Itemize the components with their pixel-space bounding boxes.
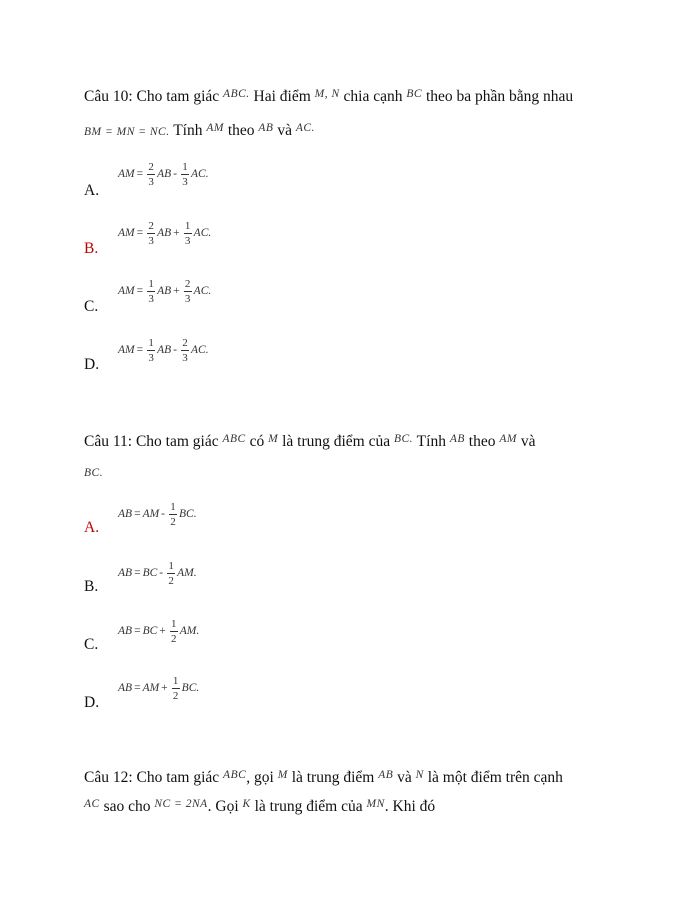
math-var: AB — [157, 285, 172, 297]
option-letter: C. — [84, 636, 99, 653]
q11-math: AB — [449, 433, 465, 445]
math-op: = — [136, 168, 144, 180]
q12-text: , gọi — [246, 769, 274, 786]
math-var: AM — [118, 168, 135, 180]
math-op: + — [173, 285, 180, 297]
q10-math: AB — [258, 122, 274, 134]
q12-math: K — [242, 798, 251, 810]
denominator: 2 — [170, 515, 176, 528]
math-op: = — [136, 344, 144, 356]
math-var: AM — [118, 285, 135, 297]
math-var: AM — [142, 682, 160, 694]
q10-math: AM — [206, 122, 224, 134]
q11-text: Tính — [416, 433, 446, 450]
q11-text: có — [249, 433, 265, 450]
denominator: 3 — [182, 175, 188, 188]
denominator: 3 — [184, 292, 191, 305]
q10-label: Câu 10: Cho tam giác — [84, 88, 220, 105]
option-formula — [118, 213, 211, 253]
q12-text: là trung điểm của — [254, 798, 363, 815]
denominator: 2 — [171, 632, 177, 645]
option-formula — [118, 494, 197, 534]
numerator: 1 — [182, 160, 188, 173]
q12-math: AC — [84, 798, 100, 810]
math-var: AC. — [193, 227, 212, 239]
math-var: AC. — [191, 344, 209, 356]
fraction — [169, 501, 177, 528]
q12-text: . Khi đó — [384, 798, 436, 815]
option-formula — [118, 330, 209, 370]
q12-math: N — [415, 769, 424, 781]
option-letter: A. — [84, 182, 100, 199]
math-op: = — [134, 682, 141, 694]
option-formula — [118, 553, 197, 593]
q12-text: là trung điểm — [291, 769, 375, 786]
q11-label: Câu 11: Cho tam giác — [84, 433, 219, 450]
math-op: = — [134, 625, 141, 637]
numerator: 1 — [184, 219, 191, 232]
math-var: AB — [118, 567, 133, 579]
option-letter: C. — [84, 298, 99, 315]
math-var: AB — [157, 168, 172, 180]
q12-math: AB — [378, 769, 394, 781]
math-var: AC. — [193, 285, 212, 297]
math-op: - — [159, 567, 164, 579]
q10-equation: BM = MN = NC. — [84, 126, 170, 138]
math-op: = — [136, 285, 144, 297]
fraction — [167, 560, 175, 587]
numerator: 2 — [182, 336, 188, 349]
math-op: - — [173, 344, 178, 356]
q11-text: theo — [468, 433, 496, 450]
q11-text: và — [520, 433, 536, 450]
q10-line-1 — [84, 87, 573, 108]
math-var: BC. — [179, 508, 197, 520]
math-op: + — [159, 625, 166, 637]
q10-triangle: ABC. — [223, 88, 250, 100]
math-op: + — [173, 227, 180, 239]
q11-line-1 — [84, 432, 535, 453]
fraction — [170, 618, 178, 645]
fraction — [147, 337, 155, 364]
q12-math: M — [277, 769, 288, 781]
fraction — [181, 161, 189, 188]
fraction — [172, 675, 180, 702]
fraction — [184, 278, 192, 305]
math-var: BC — [142, 567, 158, 579]
numerator: 1 — [170, 500, 176, 513]
math-op: - — [161, 508, 166, 520]
q12-label: Câu 12: Cho tam giác — [84, 769, 220, 786]
math-var: AB — [157, 344, 172, 356]
q12-text: . Gọi — [207, 798, 239, 815]
q12-math: NC = 2NA — [154, 798, 208, 810]
q11-math: AM — [499, 433, 517, 445]
q10-side: BC — [406, 88, 423, 100]
numerator: 1 — [168, 559, 174, 572]
math-var: AB — [118, 625, 133, 637]
q11-math: BC. — [393, 433, 414, 445]
numerator: 1 — [148, 277, 154, 290]
q11-text: là trung điểm của — [282, 433, 391, 450]
q11-math: BC. — [84, 467, 104, 479]
q11-math: ABC — [222, 433, 246, 445]
option-letter: D. — [84, 694, 100, 711]
fraction — [184, 220, 192, 247]
option-letter-correct: A. — [84, 519, 100, 536]
option-formula — [118, 271, 211, 311]
denominator: 3 — [148, 292, 154, 305]
math-op: + — [161, 682, 168, 694]
q10-line-2 — [84, 121, 315, 142]
math-var: AM — [142, 508, 160, 520]
option-formula — [118, 611, 199, 651]
q11-line-2 — [84, 462, 103, 483]
numerator: 1 — [172, 674, 179, 687]
denominator: 3 — [148, 175, 154, 188]
option-letter: D. — [84, 356, 100, 373]
option-formula — [118, 668, 199, 708]
q10-math: AC. — [295, 122, 315, 134]
q12-text: là một điểm trên cạnh — [427, 769, 563, 786]
math-op: = — [136, 227, 144, 239]
math-var: AB — [118, 508, 133, 520]
option-letter-correct: B. — [84, 240, 99, 257]
option-letter: B. — [84, 578, 99, 595]
q11-math: M — [268, 433, 279, 445]
math-var: AM — [118, 344, 135, 356]
denominator: 3 — [182, 351, 188, 364]
q10-text: chia cạnh — [343, 88, 403, 105]
math-var: BC — [142, 625, 158, 637]
denominator: 2 — [168, 574, 174, 587]
q12-math: MN — [366, 798, 385, 810]
math-var: AM. — [179, 625, 200, 637]
numerator: 2 — [184, 277, 191, 290]
math-var: AM — [118, 227, 135, 239]
q10-text: và — [277, 122, 292, 139]
math-var: AB — [118, 682, 133, 694]
q10-points: M, N — [314, 88, 340, 100]
fraction — [147, 220, 155, 247]
fraction — [147, 278, 155, 305]
q10-text: Hai điểm — [253, 88, 311, 105]
denominator: 3 — [184, 234, 191, 247]
q12-text: và — [397, 769, 412, 786]
fraction — [181, 337, 189, 364]
fraction — [147, 161, 155, 188]
math-op: - — [173, 168, 178, 180]
denominator: 3 — [148, 351, 154, 364]
q12-math: ABC — [223, 769, 247, 781]
numerator: 2 — [148, 219, 154, 232]
q10-text: Tính — [173, 122, 203, 139]
math-op: = — [134, 508, 141, 520]
math-var: AB — [157, 227, 172, 239]
denominator: 2 — [172, 689, 179, 702]
q12-line-2 — [84, 797, 435, 818]
numerator: 2 — [148, 160, 154, 173]
numerator: 1 — [148, 336, 154, 349]
q10-text: theo ba phần bằng nhau — [425, 88, 574, 105]
q12-text: sao cho — [103, 798, 151, 815]
option-formula — [118, 154, 209, 194]
q10-text: theo — [227, 122, 255, 139]
math-var: AM. — [177, 567, 197, 579]
q12-line-1 — [84, 768, 563, 789]
numerator: 1 — [171, 617, 177, 630]
denominator: 3 — [148, 234, 154, 247]
math-var: AC. — [191, 168, 209, 180]
math-var: BC. — [181, 682, 200, 694]
math-op: = — [134, 567, 141, 579]
